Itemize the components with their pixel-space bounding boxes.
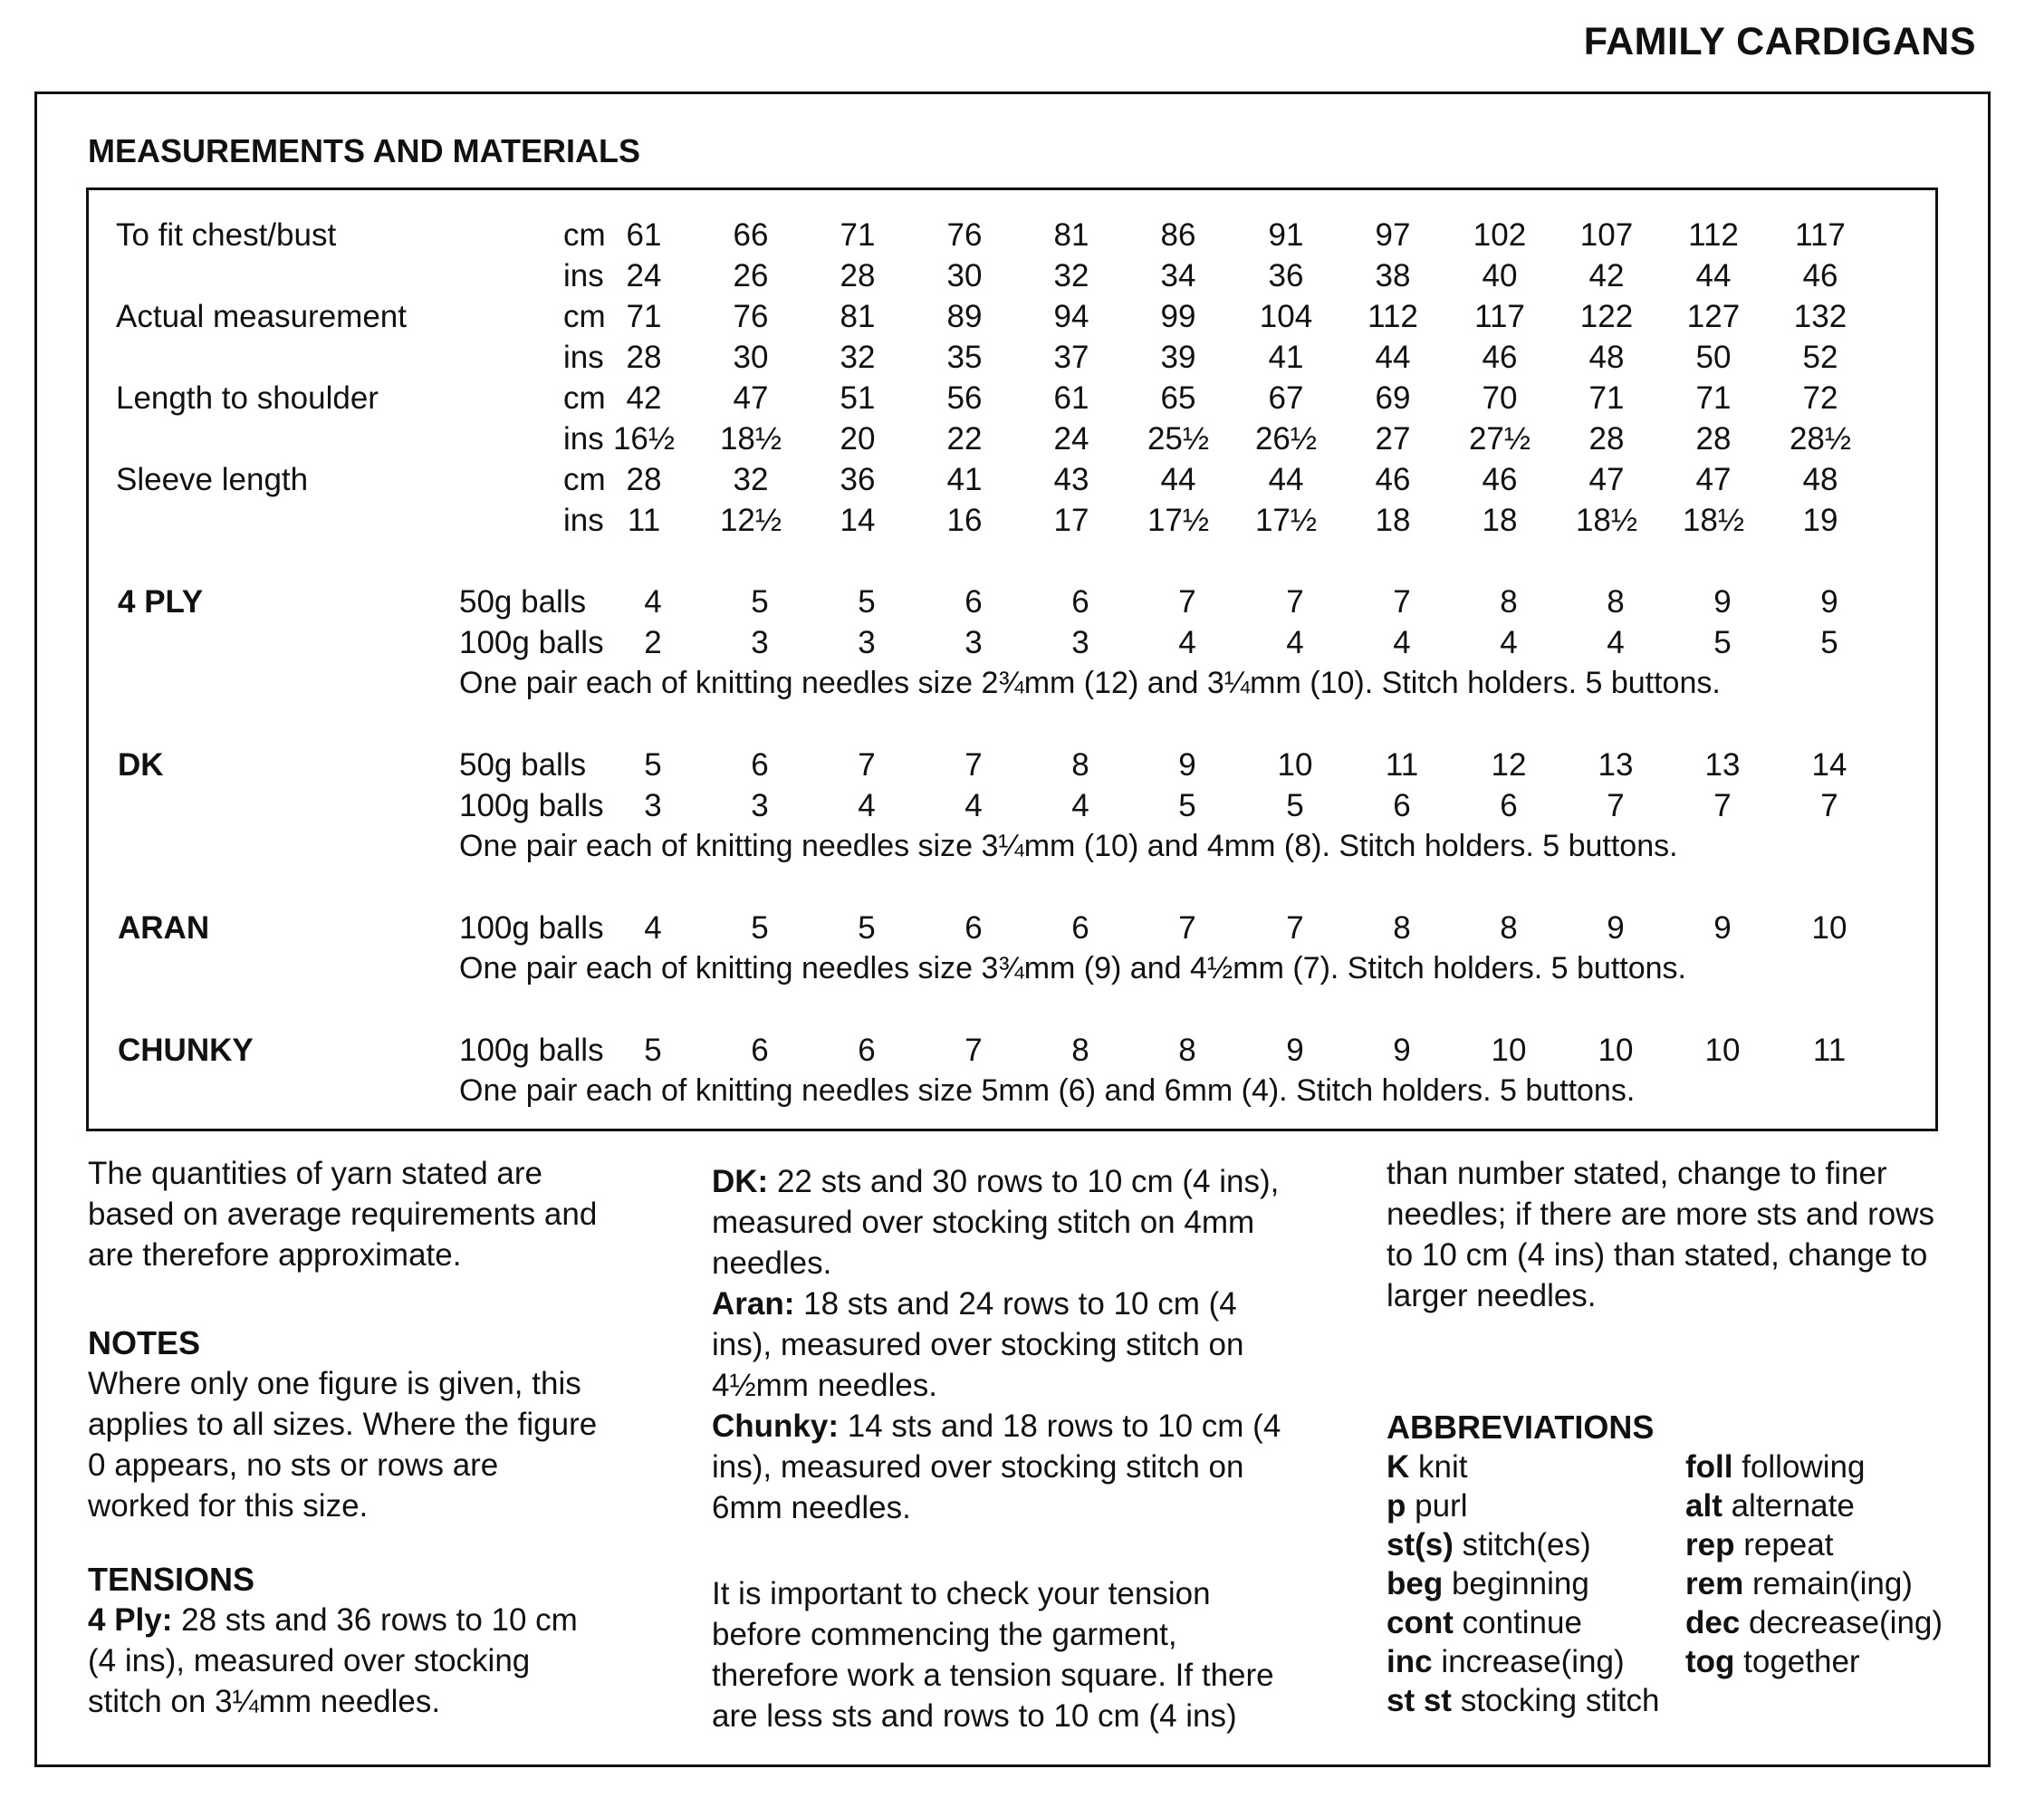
abbreviation-item <box>1685 1642 1984 1681</box>
yarn-quantity: 9 <box>1713 910 1732 946</box>
yarn-unit: 50g balls <box>459 747 587 783</box>
yarn-quantity: 8 <box>1071 1033 1089 1068</box>
measurement-value: 36 <box>1268 258 1304 293</box>
yarn-quantity: 11 <box>1812 1033 1847 1068</box>
measurement-unit: cm <box>563 462 606 497</box>
yarn-quantity: 3 <box>751 625 769 660</box>
yarn-quantity: 6 <box>964 584 983 620</box>
yarn-quantity: 10 <box>1811 910 1847 946</box>
yarn-quantity: 9 <box>1713 584 1732 620</box>
tension-4ply-label: 4 Ply: <box>88 1602 173 1638</box>
yarn-quantity: 5 <box>751 910 769 946</box>
yarn-quantity: 14 <box>1811 747 1847 783</box>
measurement-value: 17½ <box>1254 503 1318 538</box>
section-heading: MEASUREMENTS AND MATERIALS <box>88 132 640 169</box>
abbreviation-term: dec <box>1685 1605 1741 1640</box>
measurement-label: Actual measurement <box>116 299 407 334</box>
measurement-value: 81 <box>840 299 876 334</box>
measurement-value: 42 <box>1588 258 1625 293</box>
yarn-quantity: 7 <box>964 747 983 783</box>
yarn-quantity: 5 <box>858 584 876 620</box>
yarn-quantity: 8 <box>1178 1033 1196 1068</box>
measurement-value: 56 <box>946 380 983 416</box>
measurement-value: 72 <box>1802 380 1838 416</box>
yarn-quantity: 9 <box>1820 584 1838 620</box>
yarn-quantity: 7 <box>1713 788 1732 823</box>
abbreviation-term: st st <box>1387 1683 1452 1718</box>
measurement-value: 40 <box>1482 258 1518 293</box>
continuation-line: larger needles. <box>1387 1278 1597 1313</box>
measurement-value: 36 <box>840 462 876 497</box>
measurement-label: Length to shoulder <box>116 380 379 416</box>
continuation-line: to 10 cm (4 ins) than stated, change to <box>1387 1237 1928 1273</box>
measurement-value: 46 <box>1802 258 1838 293</box>
yarn-quantity: 7 <box>1286 584 1304 620</box>
tension-4ply-line: 4 Ply: 28 sts and 36 rows to 10 cm <box>88 1602 578 1638</box>
yarn-quantity: 10 <box>1277 747 1313 783</box>
measurement-value: 18 <box>1375 503 1411 538</box>
measurement-value: 47 <box>1588 462 1625 497</box>
measurement-unit: cm <box>563 217 606 253</box>
right-column <box>1387 1153 1984 1720</box>
abbreviation-term: K <box>1387 1449 1410 1485</box>
measurement-value: 86 <box>1160 217 1196 253</box>
yarn-quantity: 5 <box>644 747 662 783</box>
abbreviation-term: p <box>1387 1488 1406 1524</box>
abbreviation-item <box>1685 1525 1984 1564</box>
measurement-value: 18½ <box>1575 503 1638 538</box>
measurement-value: 14 <box>840 503 876 538</box>
yarn-quantity: 10 <box>1598 1033 1634 1068</box>
measurement-value: 61 <box>1053 380 1089 416</box>
yarn-quantity: 5 <box>644 1033 662 1068</box>
measurement-unit: ins <box>563 340 604 375</box>
measurement-value: 25½ <box>1147 421 1210 457</box>
measurement-value: 47 <box>1695 462 1732 497</box>
measurement-unit: cm <box>563 380 606 416</box>
measurement-value: 11 <box>627 503 661 538</box>
tension-4ply-line: (4 ins), measured over stocking <box>88 1643 531 1678</box>
measurement-value: 66 <box>733 217 769 253</box>
measurement-value: 71 <box>1588 380 1625 416</box>
tension-aran-line: 4½mm needles. <box>712 1368 938 1403</box>
abbreviation-meaning: knit <box>1418 1449 1468 1485</box>
measurement-value: 94 <box>1053 299 1089 334</box>
abbreviation-item <box>1685 1486 1984 1525</box>
tension-check-line: are less sts and rows to 10 cm (4 ins) <box>712 1698 1237 1734</box>
yarn-name: CHUNKY <box>118 1033 254 1068</box>
abbreviation-term: tog <box>1685 1644 1735 1679</box>
yarn-quantity: 12 <box>1491 747 1527 783</box>
abbreviation-meaning: remain(ing) <box>1751 1566 1913 1601</box>
yarn-quantity: 6 <box>1500 788 1518 823</box>
measurement-unit: ins <box>563 258 604 293</box>
measurement-value: 117 <box>1795 217 1846 253</box>
yarn-quantity: 10 <box>1491 1033 1527 1068</box>
measurement-value: 12½ <box>719 503 782 538</box>
measurement-value: 46 <box>1482 340 1518 375</box>
measurement-value: 20 <box>840 421 876 457</box>
measurement-value: 122 <box>1579 299 1634 334</box>
abbreviation-term: rem <box>1685 1566 1744 1601</box>
measurement-value: 28 <box>1588 421 1625 457</box>
yarn-quantity: 6 <box>964 910 983 946</box>
left-column <box>88 1153 597 1722</box>
yarn-quantity: 3 <box>751 788 769 823</box>
yarn-quantity: 4 <box>1178 625 1196 660</box>
yarn-quantity: 8 <box>1500 584 1518 620</box>
yarn-name: DK <box>118 747 164 783</box>
tension-chunky-label: Chunky: <box>712 1409 839 1444</box>
abbreviation-term: cont <box>1387 1605 1454 1640</box>
measurement-value: 112 <box>1367 299 1418 334</box>
yarn-quantity: 5 <box>1178 788 1196 823</box>
yarn-quantity: 4 <box>644 584 662 620</box>
yarn-quantity: 11 <box>1385 747 1419 783</box>
yarn-quantity: 7 <box>1286 910 1304 946</box>
yarn-quantity: 4 <box>1500 625 1518 660</box>
tension-dk-line: DK: 22 sts and 30 rows to 10 cm (4 ins), <box>712 1164 1280 1199</box>
measurement-value: 28½ <box>1789 421 1852 457</box>
measurement-value: 30 <box>733 340 769 375</box>
abbreviation-meaning: continue <box>1462 1605 1582 1640</box>
measurement-value: 17½ <box>1147 503 1210 538</box>
yarn-quantity: 5 <box>1713 625 1732 660</box>
continuation-line: needles; if there are more sts and rows <box>1387 1197 1935 1232</box>
measurement-value: 51 <box>840 380 876 416</box>
yarn-quantity: 3 <box>644 788 662 823</box>
tension-dk-label: DK: <box>712 1164 769 1199</box>
yarn-quantity: 9 <box>1178 747 1196 783</box>
middle-column <box>712 1161 1281 1736</box>
yarn-quantity: 4 <box>1286 625 1304 660</box>
measurement-value: 71 <box>626 299 662 334</box>
yarn-quantity: 7 <box>1820 788 1838 823</box>
yarn-unit: 100g balls <box>459 910 604 946</box>
yarn-quantity: 8 <box>1393 910 1411 946</box>
notes-line: worked for this size. <box>88 1488 369 1524</box>
measurement-value: 24 <box>626 258 662 293</box>
yarn-quantity: 8 <box>1071 747 1089 783</box>
yarn-needles-note: One pair each of knitting needles size 2¾mm (12) and 3¼mm (10). Stitch holders. 5 buttons. <box>459 666 1721 700</box>
measurement-value: 42 <box>626 380 662 416</box>
yarn-name: 4 PLY <box>118 584 204 620</box>
yarn-quantity: 6 <box>1393 788 1411 823</box>
abbreviations-heading: ABBREVIATIONS <box>1387 1409 1655 1446</box>
yarn-unit: 50g balls <box>459 584 587 620</box>
measurement-value: 32 <box>1053 258 1089 293</box>
measurement-value: 107 <box>1579 217 1634 253</box>
yarn-quantity: 9 <box>1286 1033 1304 1068</box>
measurement-value: 76 <box>733 299 769 334</box>
abbreviation-meaning: beginning <box>1451 1566 1589 1601</box>
measurement-value: 18½ <box>1682 503 1745 538</box>
measurement-value: 32 <box>840 340 876 375</box>
yarn-quantity: 7 <box>1178 910 1196 946</box>
tension-chunky-line: 6mm needles. <box>712 1490 911 1525</box>
abbreviation-term: foll <box>1685 1449 1733 1485</box>
abbreviation-item <box>1387 1681 1984 1720</box>
measurement-value: 70 <box>1482 380 1518 416</box>
measurement-value: 27½ <box>1468 421 1531 457</box>
tension-aran-label: Aran: <box>712 1286 795 1322</box>
notes-line: Where only one figure is given, this <box>88 1366 581 1401</box>
abbreviation-term: beg <box>1387 1566 1444 1601</box>
abbreviation-item <box>1387 1525 1685 1564</box>
continuation-line: than number stated, change to finer <box>1387 1156 1887 1191</box>
abbreviation-meaning: stitch(es) <box>1462 1527 1591 1562</box>
abbreviation-meaning: decrease(ing) <box>1749 1605 1943 1640</box>
measurement-value: 41 <box>946 462 983 497</box>
yarn-quantity: 4 <box>644 910 662 946</box>
measurement-value: 30 <box>946 258 983 293</box>
measurement-value: 19 <box>1802 503 1838 538</box>
tension-check-line: It is important to check your tension <box>712 1576 1211 1611</box>
measurement-value: 47 <box>733 380 769 416</box>
measurement-value: 102 <box>1473 217 1527 253</box>
abbreviation-item <box>1387 1564 1685 1603</box>
yarn-quantity: 2 <box>644 625 662 660</box>
abbreviation-item <box>1685 1564 1984 1603</box>
yarn-quantity: 8 <box>1500 910 1518 946</box>
measurement-value: 41 <box>1268 340 1304 375</box>
tensions-heading: TENSIONS <box>88 1561 255 1598</box>
measurement-value: 26½ <box>1254 421 1318 457</box>
measurement-value: 89 <box>946 299 983 334</box>
notes-line: applies to all sizes. Where the figure <box>88 1407 598 1442</box>
measurement-value: 28 <box>840 258 876 293</box>
measurement-value: 69 <box>1375 380 1411 416</box>
tension-aran-line: Aran: 18 sts and 24 rows to 10 cm (4 <box>712 1286 1237 1322</box>
yarn-unit: 100g balls <box>459 625 604 660</box>
measurement-value: 112 <box>1688 217 1739 253</box>
yarn-quantity: 5 <box>858 910 876 946</box>
abbreviation-meaning: stocking stitch <box>1460 1683 1660 1718</box>
yarn-quantity: 5 <box>1820 625 1838 660</box>
measurement-value: 127 <box>1686 299 1741 334</box>
measurement-value: 99 <box>1160 299 1196 334</box>
intro-line: based on average requirements and <box>88 1197 598 1232</box>
measurement-value: 48 <box>1588 340 1625 375</box>
intro-line: The quantities of yarn stated are <box>88 1156 542 1191</box>
measurement-value: 28 <box>626 340 662 375</box>
tension-dk-line: needles. <box>712 1245 832 1281</box>
tension-chunky-line: ins), measured over stocking stitch on <box>712 1449 1244 1485</box>
page-title: FAMILY CARDIGANS <box>1583 20 1976 63</box>
measurement-value: 28 <box>1695 421 1732 457</box>
measurement-value: 44 <box>1375 340 1411 375</box>
measurement-value: 97 <box>1375 217 1411 253</box>
intro-line: are therefore approximate. <box>88 1237 462 1273</box>
measurement-value: 81 <box>1053 217 1089 253</box>
measurement-label: To fit chest/bust <box>116 217 337 253</box>
measurement-value: 71 <box>840 217 876 253</box>
yarn-quantity: 9 <box>1393 1033 1411 1068</box>
measurement-value: 91 <box>1268 217 1304 253</box>
measurement-value: 52 <box>1802 340 1838 375</box>
measurement-value: 18 <box>1482 503 1518 538</box>
measurement-value: 44 <box>1695 258 1732 293</box>
abbreviation-item <box>1685 1603 1984 1642</box>
tension-chunky-line: Chunky: 14 sts and 18 rows to 10 cm (4 <box>712 1409 1281 1444</box>
yarn-quantity: 3 <box>1071 625 1089 660</box>
yarn-quantity: 6 <box>751 747 769 783</box>
measurement-value: 43 <box>1053 462 1089 497</box>
measurement-value: 26 <box>733 258 769 293</box>
abbreviation-meaning: alternate <box>1731 1488 1855 1524</box>
measurement-value: 24 <box>1053 421 1089 457</box>
yarn-quantity: 7 <box>1178 584 1196 620</box>
yarn-quantity: 5 <box>1286 788 1304 823</box>
measurement-value: 117 <box>1474 299 1525 334</box>
abbreviation-meaning: increase(ing) <box>1441 1644 1625 1679</box>
measurement-value: 18½ <box>719 421 782 457</box>
yarn-quantity: 3 <box>858 625 876 660</box>
yarn-quantity: 7 <box>858 747 876 783</box>
tension-aran-line: ins), measured over stocking stitch on <box>712 1327 1244 1362</box>
yarn-quantity: 6 <box>858 1033 876 1068</box>
yarn-quantity: 4 <box>858 788 876 823</box>
measurement-value: 132 <box>1793 299 1847 334</box>
measurement-value: 34 <box>1160 258 1196 293</box>
measurement-value: 38 <box>1375 258 1411 293</box>
yarn-quantity: 3 <box>964 625 983 660</box>
yarn-quantity: 6 <box>1071 910 1089 946</box>
measurement-value: 32 <box>733 462 769 497</box>
yarn-needles-note: One pair each of knitting needles size 5mm (6) and 6mm (4). Stitch holders. 5 buttons. <box>459 1073 1636 1108</box>
measurement-value: 44 <box>1160 462 1196 497</box>
measurement-unit: ins <box>563 421 604 457</box>
yarn-needles-note: One pair each of knitting needles size 3¾mm (9) and 4½mm (7). Stitch holders. 5 buttons. <box>459 951 1687 986</box>
yarn-quantity: 8 <box>1607 584 1625 620</box>
measurement-label: Sleeve length <box>116 462 309 497</box>
measurement-value: 39 <box>1160 340 1196 375</box>
yarn-needles-note: One pair each of knitting needles size 3¼mm (10) and 4mm (8). Stitch holders. 5 buttons. <box>459 829 1678 863</box>
tension-dk-line: measured over stocking stitch on 4mm <box>712 1205 1255 1240</box>
abbreviation-meaning: repeat <box>1743 1527 1834 1562</box>
yarn-quantity: 4 <box>964 788 983 823</box>
abbreviation-term: alt <box>1685 1488 1723 1524</box>
yarn-quantity: 7 <box>1607 788 1625 823</box>
tension-4ply-line: stitch on 3¼mm needles. <box>88 1684 441 1719</box>
yarn-name: ARAN <box>118 910 210 946</box>
yarn-quantity: 6 <box>1071 584 1089 620</box>
abbreviation-term: st(s) <box>1387 1527 1454 1562</box>
abbreviation-meaning: together <box>1743 1644 1860 1679</box>
yarn-quantity: 4 <box>1607 625 1625 660</box>
measurement-value: 37 <box>1053 340 1089 375</box>
yarn-quantity: 5 <box>751 584 769 620</box>
yarn-quantity: 7 <box>964 1033 983 1068</box>
measurement-value: 50 <box>1695 340 1732 375</box>
abbreviation-meaning: following <box>1742 1449 1866 1485</box>
measurement-value: 16 <box>946 503 983 538</box>
abbreviation-item <box>1685 1447 1984 1486</box>
measurement-value: 104 <box>1259 299 1313 334</box>
measurement-value: 22 <box>946 421 983 457</box>
yarn-unit: 100g balls <box>459 788 604 823</box>
yarn-quantity: 6 <box>751 1033 769 1068</box>
notes-heading: NOTES <box>88 1324 201 1361</box>
measurement-unit: cm <box>563 299 606 334</box>
yarn-quantity: 4 <box>1071 788 1089 823</box>
abbreviation-term: rep <box>1685 1527 1735 1562</box>
measurement-value: 48 <box>1802 462 1838 497</box>
abbreviation-item <box>1387 1447 1685 1486</box>
abbreviation-item <box>1387 1603 1685 1642</box>
measurement-value: 35 <box>946 340 983 375</box>
yarn-quantity: 13 <box>1704 747 1741 783</box>
yarn-quantity: 7 <box>1393 584 1411 620</box>
measurement-value: 46 <box>1375 462 1411 497</box>
measurement-value: 27 <box>1375 421 1411 457</box>
measurement-value: 65 <box>1160 380 1196 416</box>
measurement-value: 67 <box>1268 380 1304 416</box>
measurement-value: 46 <box>1482 462 1518 497</box>
abbreviations-list <box>1387 1447 1984 1720</box>
yarn-quantity: 10 <box>1704 1033 1741 1068</box>
abbreviation-term: inc <box>1387 1644 1433 1679</box>
yarn-quantity: 13 <box>1598 747 1634 783</box>
abbreviation-item <box>1387 1642 1685 1681</box>
abbreviation-meaning: purl <box>1415 1488 1468 1524</box>
measurement-value: 61 <box>626 217 662 253</box>
measurement-unit: ins <box>563 503 604 538</box>
measurement-value: 16½ <box>612 421 676 457</box>
measurement-value: 17 <box>1053 503 1089 538</box>
yarn-unit: 100g balls <box>459 1033 604 1068</box>
tension-check-line: before commencing the garment, <box>712 1617 1177 1652</box>
tension-check-line: therefore work a tension square. If there <box>712 1658 1274 1693</box>
measurement-value: 28 <box>626 462 662 497</box>
abbreviation-item <box>1387 1486 1685 1525</box>
measurement-value: 44 <box>1268 462 1304 497</box>
yarn-quantity: 4 <box>1393 625 1411 660</box>
notes-line: 0 appears, no sts or rows are <box>88 1447 499 1483</box>
yarn-quantity: 9 <box>1607 910 1625 946</box>
measurement-value: 76 <box>946 217 983 253</box>
measurement-value: 71 <box>1695 380 1732 416</box>
